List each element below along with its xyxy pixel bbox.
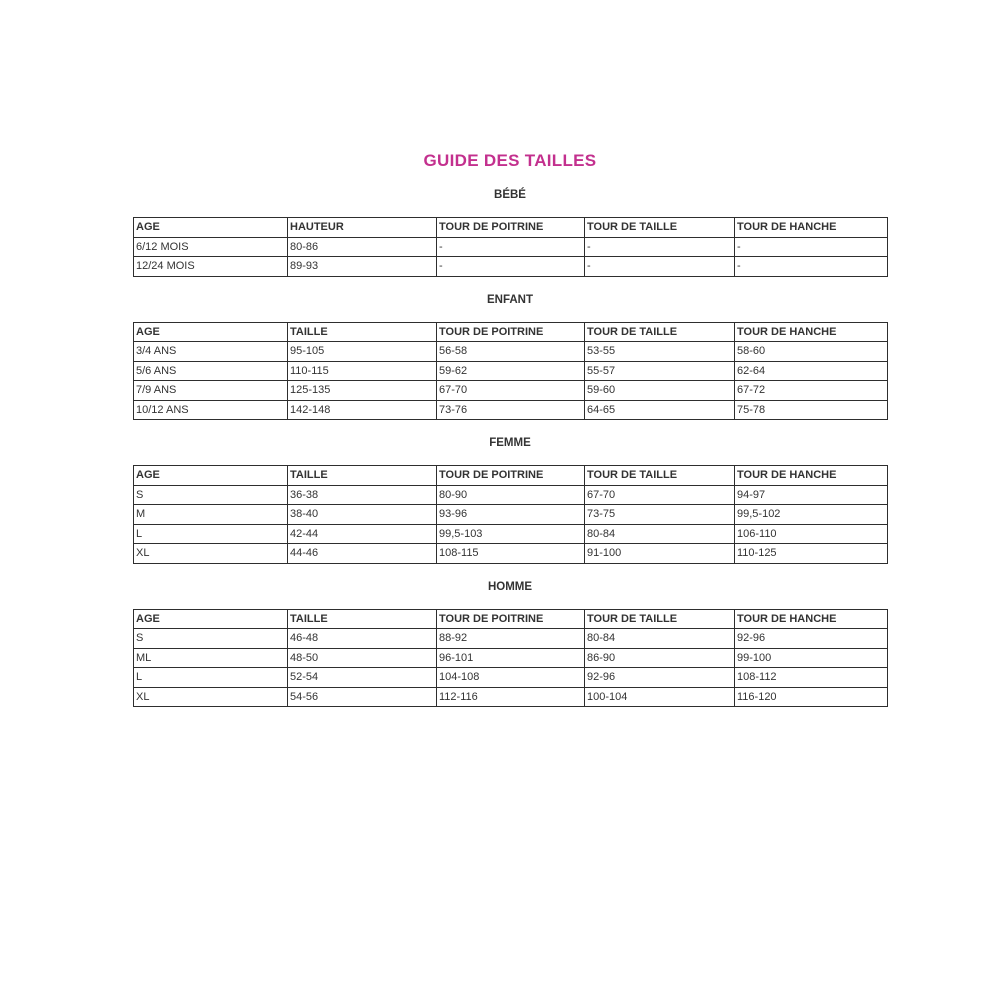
table-cell: 55-57 [585, 361, 735, 381]
table-cell: 89-93 [288, 257, 437, 277]
table-cell: - [735, 257, 888, 277]
size-table-body [134, 485, 888, 563]
table-cell: 92-96 [585, 668, 735, 688]
table-cell: - [437, 257, 585, 277]
table-row [134, 687, 888, 707]
table-cell: XL [134, 544, 288, 564]
header-cell: TOUR DE TAILLE [585, 609, 735, 629]
table-cell: - [585, 237, 735, 257]
table-cell: L [134, 524, 288, 544]
table-cell: 93-96 [437, 505, 585, 525]
table-row [134, 524, 888, 544]
table-cell: 95-105 [288, 342, 437, 362]
table-cell: 104-108 [437, 668, 585, 688]
header-cell: TOUR DE TAILLE [585, 466, 735, 486]
table-cell: 80-86 [288, 237, 437, 257]
header-row [134, 466, 888, 486]
header-cell: HAUTEUR [288, 218, 437, 238]
table-row [134, 257, 888, 277]
table-cell: - [735, 237, 888, 257]
table-cell: 7/9 ANS [134, 381, 288, 401]
table-cell: 10/12 ANS [134, 400, 288, 420]
table-cell: 92-96 [735, 629, 888, 649]
table-cell: 116-120 [735, 687, 888, 707]
size-table-section [133, 293, 887, 421]
header-cell: TOUR DE POITRINE [437, 322, 585, 342]
table-cell: 59-62 [437, 361, 585, 381]
table-row [134, 668, 888, 688]
table-cell: 94-97 [735, 485, 888, 505]
table-row [134, 485, 888, 505]
header-cell: TOUR DE TAILLE [585, 218, 735, 238]
table-row [134, 629, 888, 649]
header-cell: TOUR DE TAILLE [585, 322, 735, 342]
header-cell: TAILLE [288, 322, 437, 342]
header-cell: TOUR DE HANCHE [735, 466, 888, 486]
size-table-body [134, 629, 888, 707]
table-cell: 62-64 [735, 361, 888, 381]
table-cell: 80-90 [437, 485, 585, 505]
header-row [134, 218, 888, 238]
table-cell: 48-50 [288, 648, 437, 668]
table-cell: 46-48 [288, 629, 437, 649]
table-cell: S [134, 629, 288, 649]
table-row [134, 237, 888, 257]
table-cell: S [134, 485, 288, 505]
size-table [133, 322, 888, 421]
section-title: HOMME [487, 580, 533, 593]
size-table-body [134, 237, 888, 276]
header-cell: TOUR DE POITRINE [437, 609, 585, 629]
table-cell: 12/24 MOIS [134, 257, 288, 277]
table-cell: ML [134, 648, 288, 668]
section-title: ENFANT [487, 293, 533, 306]
table-cell: 59-60 [585, 381, 735, 401]
table-cell: - [585, 257, 735, 277]
table-cell: 110-125 [735, 544, 888, 564]
table-cell: 52-54 [288, 668, 437, 688]
header-cell: TOUR DE HANCHE [735, 322, 888, 342]
table-cell: 56-58 [437, 342, 585, 362]
header-cell: TOUR DE POITRINE [437, 218, 585, 238]
table-cell: 112-116 [437, 687, 585, 707]
table-cell: 108-112 [735, 668, 888, 688]
table-cell: 73-75 [585, 505, 735, 525]
header-cell: TAILLE [288, 609, 437, 629]
header-cell: AGE [134, 218, 288, 238]
table-cell: 54-56 [288, 687, 437, 707]
table-cell: 3/4 ANS [134, 342, 288, 362]
table-cell: 36-38 [288, 485, 437, 505]
table-row [134, 544, 888, 564]
table-cell: 91-100 [585, 544, 735, 564]
table-row [134, 400, 888, 420]
table-cell: 99-100 [735, 648, 888, 668]
size-table-section [133, 580, 887, 708]
table-cell: 6/12 MOIS [134, 237, 288, 257]
table-row [134, 361, 888, 381]
table-cell: 58-60 [735, 342, 888, 362]
size-table-body [134, 342, 888, 420]
size-table [133, 609, 888, 708]
table-cell: 96-101 [437, 648, 585, 668]
table-cell: - [437, 237, 585, 257]
table-cell: 106-110 [735, 524, 888, 544]
header-cell: AGE [134, 322, 288, 342]
header-cell: AGE [134, 466, 288, 486]
section-title: FEMME [489, 437, 531, 449]
table-cell: 5/6 ANS [134, 361, 288, 381]
header-row [134, 322, 888, 342]
table-cell: 80-84 [585, 629, 735, 649]
header-cell: TOUR DE HANCHE [735, 218, 888, 238]
table-cell: 73-76 [437, 400, 585, 420]
table-cell: 67-70 [437, 381, 585, 401]
size-table-section [133, 436, 887, 564]
table-cell: 100-104 [585, 687, 735, 707]
table-cell: 88-92 [437, 629, 585, 649]
table-cell: 86-90 [585, 648, 735, 668]
header-cell: AGE [134, 609, 288, 629]
table-cell: 53-55 [585, 342, 735, 362]
table-cell: L [134, 668, 288, 688]
table-cell: M [134, 505, 288, 525]
table-cell: 99,5-102 [735, 505, 888, 525]
table-row [134, 505, 888, 525]
table-cell: 42-44 [288, 524, 437, 544]
table-row [134, 648, 888, 668]
section-title: BÉBÉ [494, 189, 526, 201]
table-row [134, 381, 888, 401]
table-cell: 142-148 [288, 400, 437, 420]
header-cell: TOUR DE POITRINE [437, 466, 585, 486]
table-cell: 38-40 [288, 505, 437, 525]
table-cell: XL [134, 687, 288, 707]
size-table [133, 217, 888, 277]
page-title: GUIDE DES TAILLES [423, 151, 597, 170]
table-cell: 64-65 [585, 400, 735, 420]
table-row [134, 342, 888, 362]
table-cell: 110-115 [288, 361, 437, 381]
header-cell: TAILLE [288, 466, 437, 486]
table-cell: 75-78 [735, 400, 888, 420]
table-cell: 67-72 [735, 381, 888, 401]
table-cell: 108-115 [437, 544, 585, 564]
size-table-sections [133, 188, 887, 707]
size-table-section [133, 188, 887, 277]
header-row [134, 609, 888, 629]
table-cell: 80-84 [585, 524, 735, 544]
table-cell: 99,5-103 [437, 524, 585, 544]
table-cell: 67-70 [585, 485, 735, 505]
size-table [133, 465, 888, 564]
table-cell: 44-46 [288, 544, 437, 564]
table-cell: 125-135 [288, 381, 437, 401]
header-cell: TOUR DE HANCHE [735, 609, 888, 629]
size-guide [133, 150, 887, 707]
